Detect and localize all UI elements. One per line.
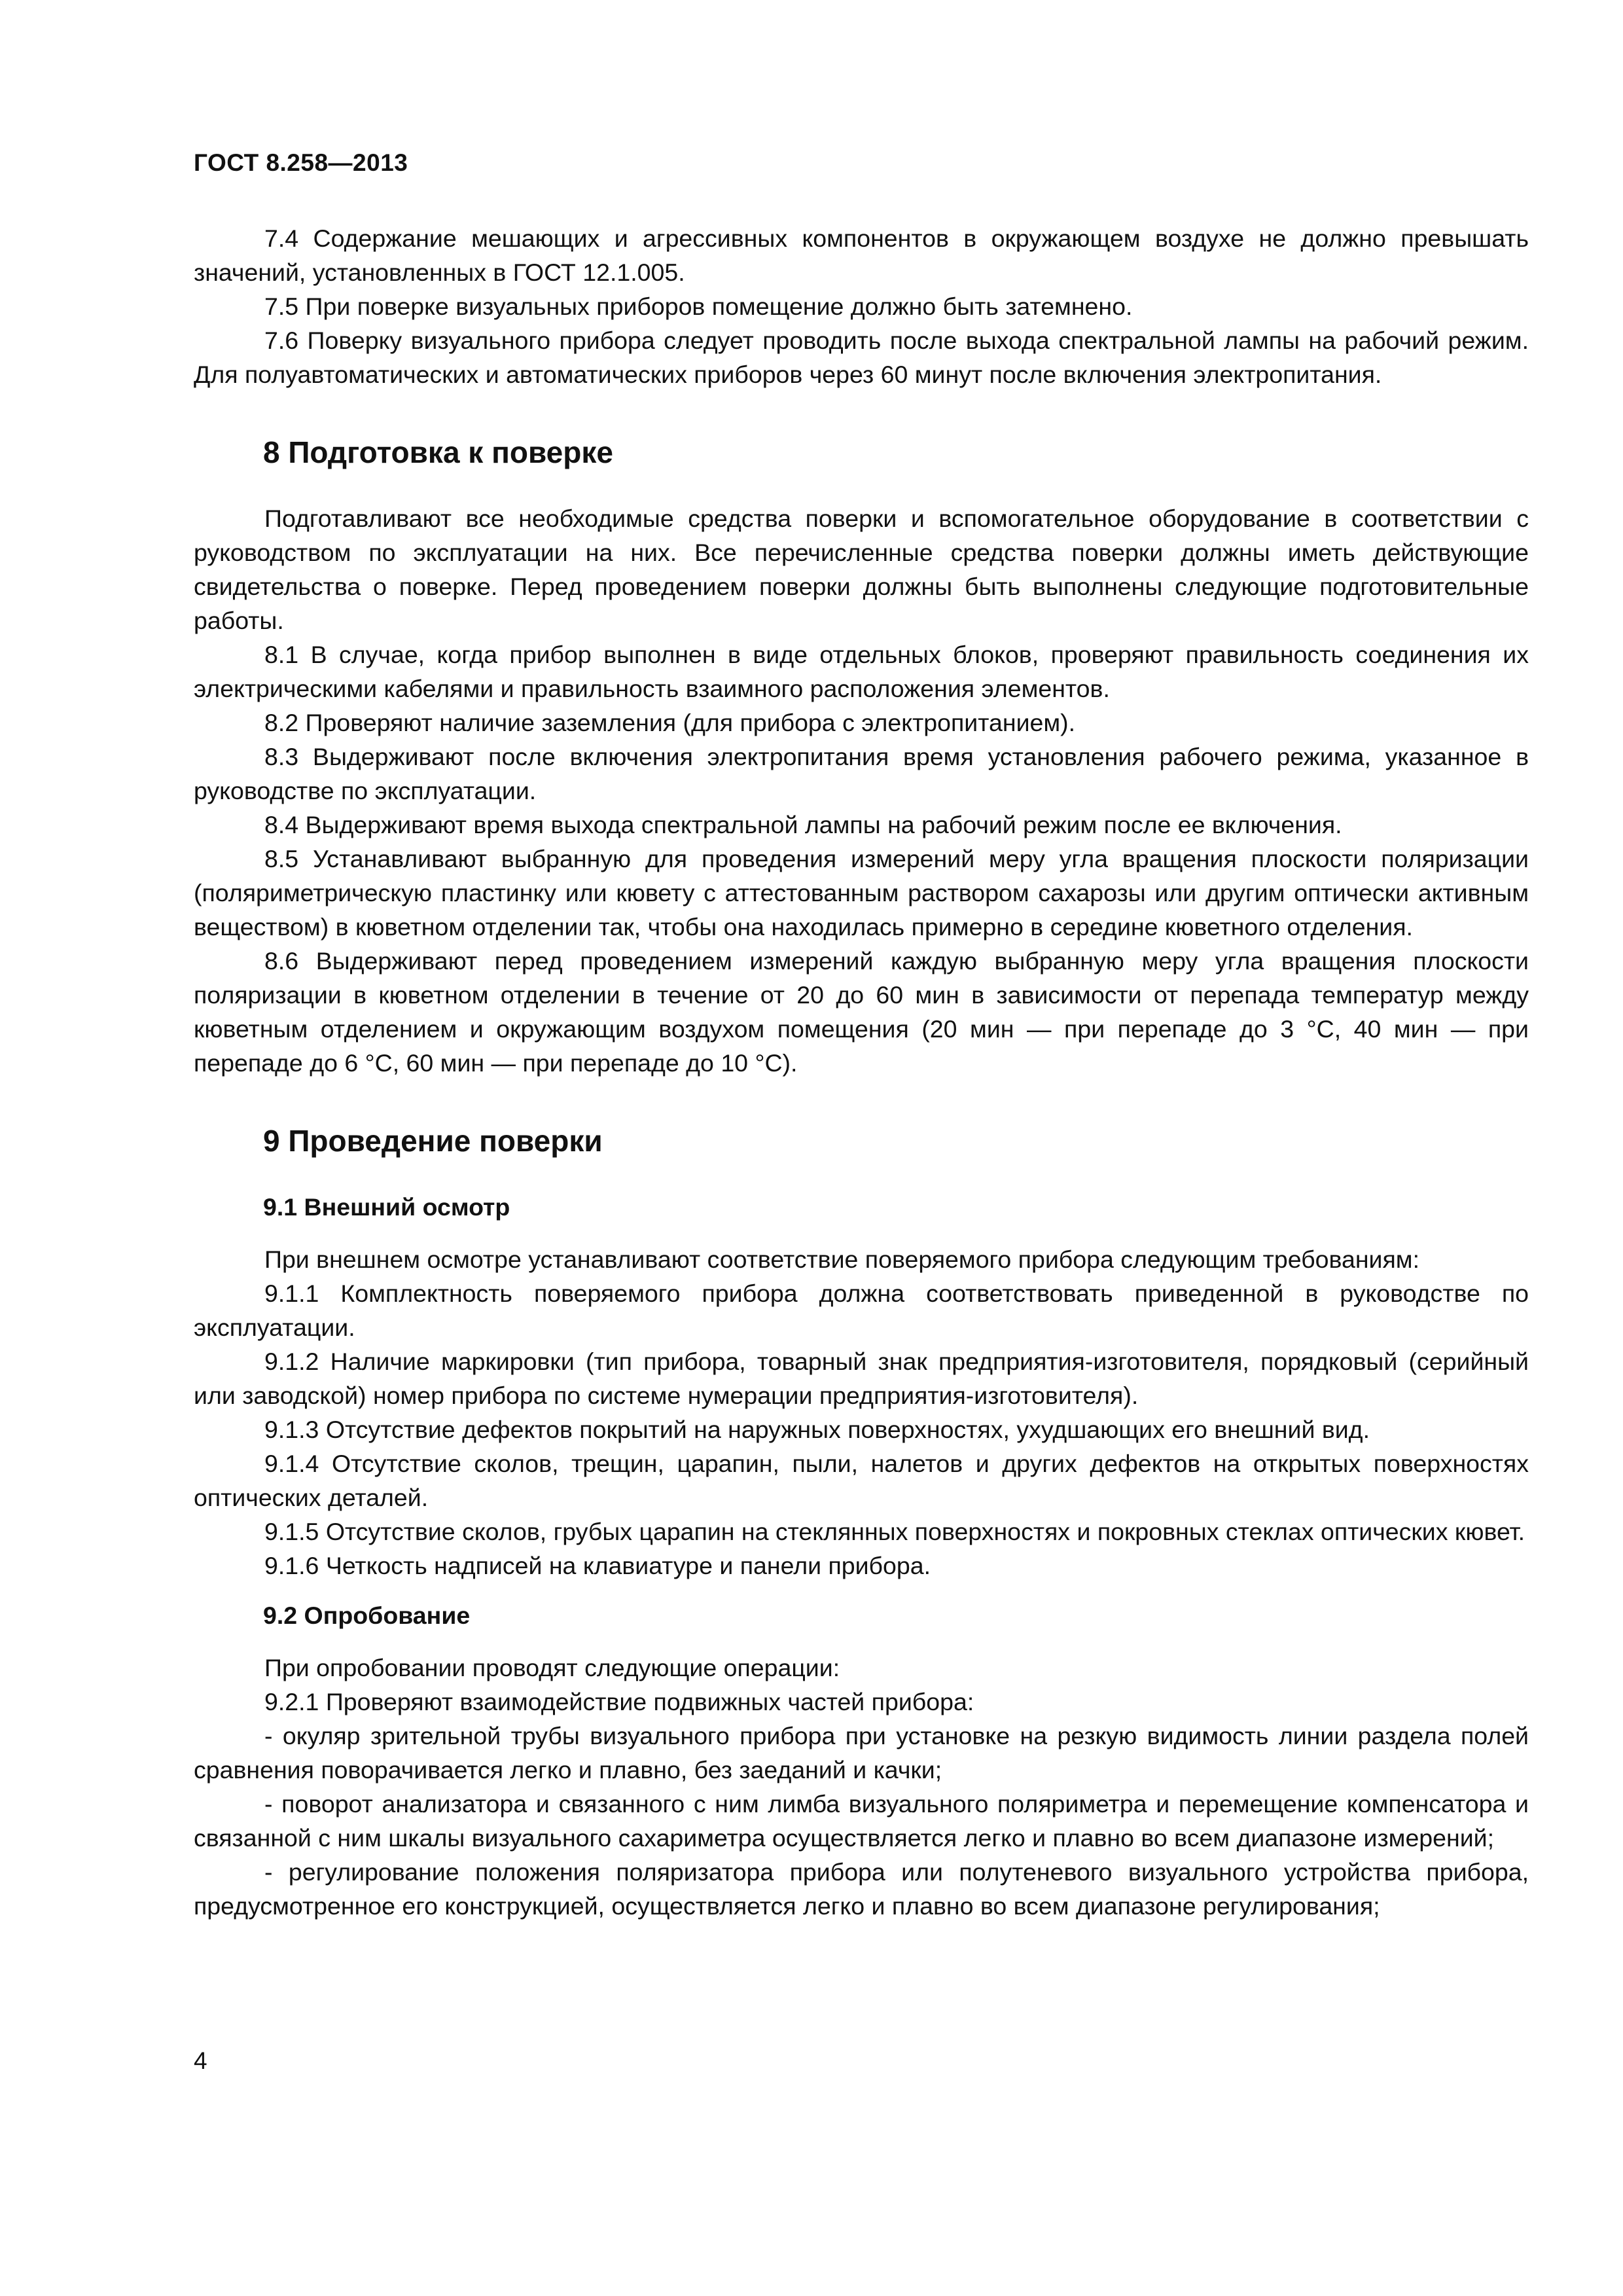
paragraph-8-5: 8.5 Устанавливают выбранную для проведения измерений меру угла вращения плоскости поляризации (поляриметрическую пластинку или кювету с аттестованным раствором сахарозы или другим оптически активным веществом) в кюветном отделении так, чтобы она находилась примерно в середине кюветного отделения.: [194, 845, 1529, 941]
section-heading-9: 9 Проведение поверки: [263, 1124, 603, 1158]
paragraph-9-1-4: 9.1.4 Отсутствие сколов, трещин, царапин, пыли, налетов и других дефектов на открытых поверхностях оптических деталей.: [194, 1450, 1529, 1511]
document-code: ГОСТ 8.258—2013: [194, 149, 408, 176]
paragraph-9-1-6: 9.1.6 Четкость надписей на клавиатуре и панели прибора.: [264, 1552, 931, 1579]
section-heading-8: 8 Подготовка к поверке: [263, 435, 613, 469]
paragraph-9-1-3: 9.1.3 Отсутствие дефектов покрытий на наружных поверхностях, ухудшающих его внешний вид.: [264, 1416, 1370, 1443]
subsection-heading-9-1: 9.1 Внешний осмотр: [263, 1193, 510, 1221]
list-item-eyepiece: - окуляр зрительной трубы визуального прибора при установке на резкую видимость линии раздела полей сравнения поворачивается легко и плавно, без заеданий и качки;: [194, 1722, 1529, 1784]
paragraph-8-1: 8.1 В случае, когда прибор выполнен в виде отдельных блоков, проверяют правильность соединения их электрическими кабелями и правильность взаимного расположения элементов.: [194, 641, 1529, 702]
paragraph-9-2-1: 9.2.1 Проверяют взаимодействие подвижных частей прибора:: [264, 1688, 974, 1715]
paragraph-9-1-intro: При внешнем осмотре устанавливают соответствие поверяемого прибора следующим требованиям:: [264, 1246, 1419, 1273]
paragraph-9-2-intro: При опробовании проводят следующие операции:: [264, 1654, 840, 1681]
paragraph-8-4: 8.4 Выдерживают время выхода спектральной лампы на рабочий режим после ее включения.: [264, 811, 1342, 838]
paragraph-9-1-2: 9.1.2 Наличие маркировки (тип прибора, товарный знак предприятия-изготовителя, порядковый (серийный или заводской) номер прибора по системе нумерации предприятия-изготовителя).: [194, 1348, 1529, 1409]
paragraph-7-5: 7.5 При поверке визуальных приборов помещение должно быть затемнено.: [264, 293, 1133, 320]
paragraph-8-intro: Подготавливают все необходимые средства поверки и вспомогательное оборудование в соответствии с руководством по эксплуатации на них. Все перечисленные средства поверки должны иметь действующие свидетельства о поверке. Перед проведением поверки должны быть выполнены следующие подготовительные работы.: [194, 505, 1529, 634]
paragraph-8-6: 8.6 Выдерживают перед проведением измерений каждую выбранную меру угла вращения плоскости поляризации в кюветном отделении в течение от 20 до 60 мин в зависимости от перепада температур между кюветным отделением и окружающим воздухом помещения (20 мин — при перепаде до 3 °С, 40 мин — при перепаде до 6 °С, 60 мин — при перепаде до 10 °С).: [194, 947, 1529, 1077]
paragraph-8-2: 8.2 Проверяют наличие заземления (для прибора с электропитанием).: [264, 709, 1076, 736]
subsection-heading-9-2: 9.2 Опробование: [263, 1602, 471, 1629]
list-item-polarizer: - регулирование положения поляризатора прибора или полутеневого визуального устройства прибора, предусмотренное его конструкцией, осуществляется легко и плавно во всем диапазоне регулирования;: [194, 1858, 1529, 1920]
paragraph-9-1-1: 9.1.1 Комплектность поверяемого прибора должна соответствовать приведенной в руководстве по эксплуатации.: [194, 1280, 1529, 1341]
document-body: [194, 221, 1529, 1923]
paragraph-7-4: 7.4 Содержание мешающих и агрессивных компонентов в окружающем воздухе не должно превышать значений, установленных в ГОСТ 12.1.005.: [194, 224, 1529, 286]
page-number: 4: [194, 2047, 207, 2074]
paragraph-7-6: 7.6 Поверку визуального прибора следует проводить после выхода спектральной лампы на рабочий режим. Для полуавтоматических и автоматических приборов через 60 минут после включения электропитания.: [194, 327, 1529, 388]
paragraph-9-1-5: 9.1.5 Отсутствие сколов, грубых царапин на стеклянных поверхностях и покровных стеклах оптических кювет.: [264, 1518, 1525, 1545]
list-item-analyzer: - поворот анализатора и связанного с ним лимба визуального поляриметра и перемещение компенсатора и связанной с ним шкалы визуального сахариметра осуществляется легко и плавно во всем диапазоне измерений;: [194, 1790, 1529, 1852]
paragraph-8-3: 8.3 Выдерживают после включения электропитания время установления рабочего режима, указанное в руководстве по эксплуатации.: [194, 743, 1529, 804]
